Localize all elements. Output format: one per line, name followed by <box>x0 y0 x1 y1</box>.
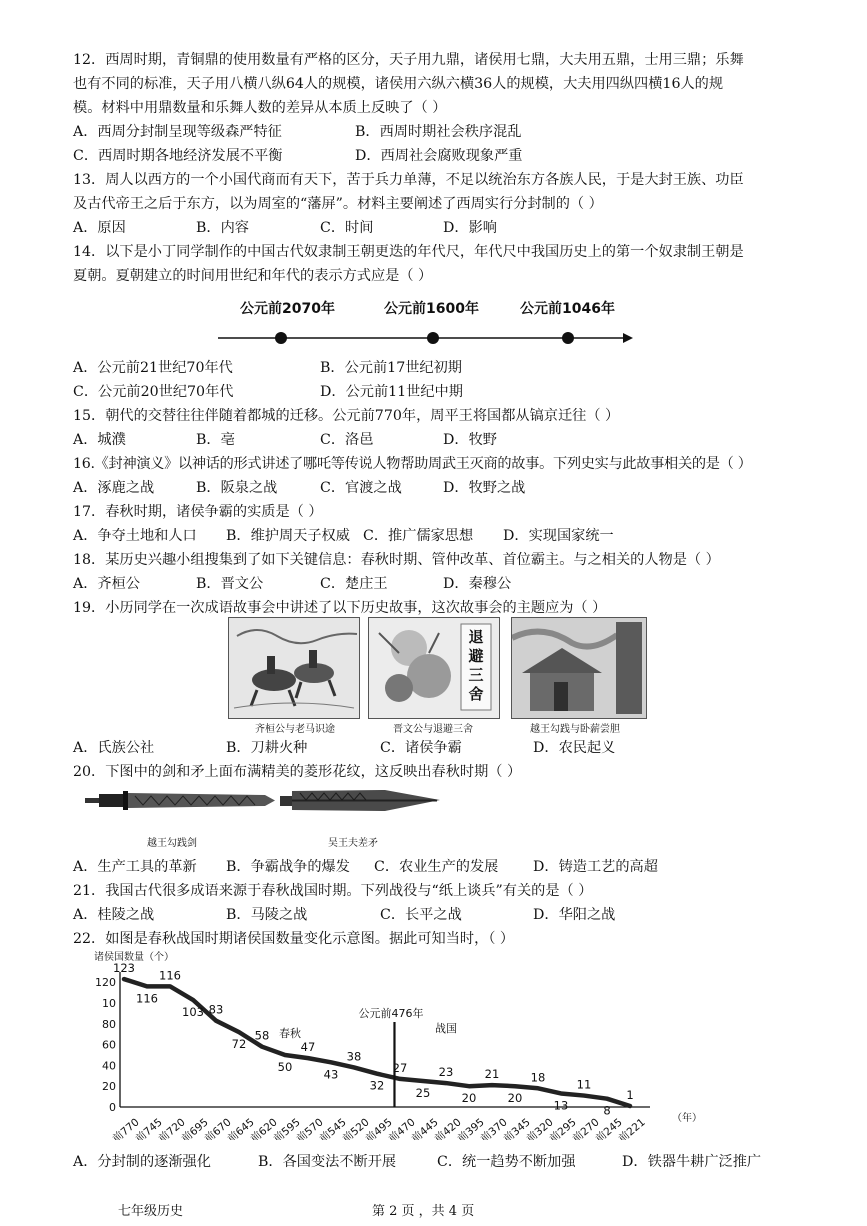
x-tick-label: 前221 <box>616 1116 648 1140</box>
timeline-dot-shang <box>427 332 439 344</box>
q18-stem-line1: 18．某历史兴趣小组搜集到了如下关键信息：春秋时期、管仲改革、首位霸主。与之相关的人物是（ ） <box>73 552 720 568</box>
timeline-label-shang: 公元前1600年 <box>384 301 479 317</box>
q22-option-d[interactable]: D．铁器牛耕广泛推广 <box>622 1154 762 1170</box>
q14-option-c[interactable]: C．公元前20世纪70年代 <box>73 384 234 400</box>
data-label: 116 <box>159 968 181 983</box>
footer-page-number: 第 2 页 ，共 4 页 <box>372 1204 475 1219</box>
data-label: 72 <box>231 1037 247 1052</box>
x-tick-label: 前395 <box>455 1116 487 1140</box>
data-label: 50 <box>277 1060 293 1074</box>
q22-stem-line1: 22．如图是春秋战国时期诸侯国数量变化示意图。据此可知当时，（ ） <box>73 931 515 947</box>
weapons-illustration <box>85 788 455 833</box>
q13-stem-line1: 13．周人以西方的一个小国代商而有天下，苦于兵力单薄，不足以统治东方各族人民，于是大封王族、功臣 <box>73 172 744 188</box>
q12-option-b[interactable]: B．西周时期社会秩序混乱 <box>355 124 522 140</box>
q22-option-b[interactable]: B．各国变法不断开展 <box>258 1154 397 1170</box>
q16-option-d[interactable]: D．牧野之战 <box>443 480 526 496</box>
q19-option-d[interactable]: D．农民起义 <box>533 740 616 756</box>
x-tick-label: 前645 <box>225 1116 257 1140</box>
q14-option-b[interactable]: B．公元前17世纪初期 <box>320 360 462 376</box>
retreat-picture-text: 退避三舍 <box>468 628 484 703</box>
q17-stem-line1: 17．春秋时期，诸侯争霸的实质是（ ） <box>73 504 323 520</box>
q15-option-c[interactable]: C．洛邑 <box>320 432 374 448</box>
x-tick-label: 前270 <box>570 1116 602 1140</box>
q21-option-d[interactable]: D．华阳之战 <box>533 907 616 923</box>
q12-stem-line1: 12．西周时期，青铜鼎的使用数量有严格的区分，天子用九鼎，诸侯用七鼎，大夫用五鼎，士用三鼎；乐舞 <box>73 52 744 68</box>
x-tick-label: 前620 <box>248 1116 280 1140</box>
data-label: 13 <box>553 1098 569 1113</box>
q13-option-a[interactable]: A．原因 <box>73 220 126 236</box>
x-tick-label: 前745 <box>133 1116 165 1140</box>
sword-caption: 越王勾践剑 <box>147 838 197 849</box>
q18-option-d[interactable]: D．秦穆公 <box>443 576 512 592</box>
data-label: 47 <box>300 1040 316 1055</box>
chart-y-axis-title: 诸侯国数量（个） <box>94 952 174 963</box>
q17-option-c[interactable]: C．推广儒家思想 <box>363 528 474 544</box>
y-tick-label: 10 <box>102 997 116 1010</box>
x-tick-label: 前495 <box>363 1116 395 1140</box>
data-label: 83 <box>208 1002 224 1017</box>
x-tick-label: 前595 <box>271 1116 303 1140</box>
q16-option-c[interactable]: C．官渡之战 <box>320 480 402 496</box>
y-tick-label: 0 <box>109 1101 116 1114</box>
chart-x-axis-unit: （年） <box>672 1113 702 1124</box>
q20-option-b[interactable]: B．争霸战争的爆发 <box>226 859 350 875</box>
q14-stem-line1: 14．以下是小丁同学制作的中国古代奴隶制王朝更迭的年代尺，年代尺中我国历史上的第一个奴隶制王朝是 <box>73 244 744 260</box>
x-tick-label: 前720 <box>156 1116 188 1140</box>
annotation-spring-autumn: 春秋 <box>279 1027 301 1040</box>
q18-option-b[interactable]: B．晋文公 <box>196 576 264 592</box>
q20-option-c[interactable]: C．农业生产的发展 <box>374 859 499 875</box>
idiom-pictures <box>225 617 650 737</box>
data-label: 116 <box>136 991 158 1006</box>
footer-subject: 七年级历史 <box>118 1204 184 1219</box>
data-label: 58 <box>254 1028 270 1043</box>
q13-option-c[interactable]: C．时间 <box>320 220 374 236</box>
q13-option-d[interactable]: D．影响 <box>443 220 497 236</box>
y-tick-label: 60 <box>102 1038 116 1052</box>
data-label: 27 <box>392 1060 408 1075</box>
q21-option-c[interactable]: C．长平之战 <box>380 907 462 923</box>
q14-option-a[interactable]: A．公元前21世纪70年代 <box>73 360 233 376</box>
dynasty-timeline <box>218 298 638 348</box>
q20-stem-line1: 20．下图中的剑和矛上面布满精美的菱形花纹，这反映出春秋时期（ ） <box>73 764 522 780</box>
q19-option-b[interactable]: B．刀耕火种 <box>226 740 308 756</box>
y-tick-label: 120 <box>95 976 116 990</box>
q15-option-a[interactable]: A．城濮 <box>73 432 126 448</box>
horse-riders-illustration <box>229 618 359 718</box>
picture-caption-2: 晋文公与退避三舍 <box>393 724 473 735</box>
y-tick-label: 40 <box>102 1059 116 1073</box>
q20-option-d[interactable]: D．铸造工艺的高超 <box>533 859 658 875</box>
weapons-figure <box>85 788 455 853</box>
x-tick-label: 前670 <box>202 1116 234 1140</box>
x-tick-label: 前295 <box>547 1116 579 1140</box>
timeline-dot-xia <box>275 332 287 344</box>
sword-shape <box>85 791 275 810</box>
q15-option-b[interactable]: B．亳 <box>196 432 235 448</box>
x-tick-label: 前770 <box>110 1116 142 1140</box>
timeline-label-zhou: 公元前1046年 <box>520 301 615 317</box>
y-tick-label: 20 <box>102 1080 116 1094</box>
q22-option-a[interactable]: A．分封制的逐渐强化 <box>73 1154 211 1170</box>
timeline-label-xia: 公元前2070年 <box>240 301 335 317</box>
q17-option-a[interactable]: A．争夺土地和人口 <box>73 528 197 544</box>
data-label: 32 <box>369 1078 385 1093</box>
q16-option-a[interactable]: A．涿鹿之战 <box>73 480 155 496</box>
data-label: 20 <box>461 1091 477 1106</box>
q22-option-c[interactable]: C．统一趋势不断加强 <box>437 1154 576 1170</box>
q21-stem-line1: 21．我国古代很多成语来源于春秋战国时期。下列战役与“纸上谈兵”有关的是（ ） <box>73 883 593 899</box>
x-tick-label: 前345 <box>501 1116 533 1140</box>
x-tick-label: 前245 <box>593 1116 625 1140</box>
x-tick-label: 前695 <box>179 1116 211 1140</box>
q16-option-b[interactable]: B．阪泉之战 <box>196 480 278 496</box>
x-tick-label: 前545 <box>317 1116 349 1140</box>
x-tick-label: 前470 <box>386 1116 418 1140</box>
x-tick-label: 前370 <box>478 1116 510 1140</box>
q12-option-c[interactable]: C．西周时期各地经济发展不平衡 <box>73 148 283 164</box>
data-label: 23 <box>438 1065 454 1080</box>
q15-stem-line1: 15．朝代的交替往往伴随着都城的迁移。公元前770年，周平王将国都从镐京迁往（ ） <box>73 408 620 424</box>
y-tick-label: 80 <box>102 1017 116 1031</box>
x-tick-label: 前570 <box>294 1116 326 1140</box>
picture-retreat-three <box>368 617 500 719</box>
q12-option-d[interactable]: D．西周社会腐败现象严重 <box>355 148 523 164</box>
q17-option-b[interactable]: B．维护周天子权威 <box>226 528 350 544</box>
q18-option-c[interactable]: C．楚庄王 <box>320 576 388 592</box>
data-label: 25 <box>415 1086 431 1100</box>
q16-stem-line1: 16.《封神演义》以神话的形式讲述了哪吒等传说人物帮助周武王灭商的故事。下列史实与此故事相关的是（ ） <box>73 456 752 472</box>
q21-option-a[interactable]: A．桂陵之战 <box>73 907 155 923</box>
picture-gouijan-hut <box>511 617 647 719</box>
q20-option-a[interactable]: A．生产工具的革新 <box>73 859 197 875</box>
q15-option-d[interactable]: D．牧野 <box>443 432 497 448</box>
q19-stem-line1: 19．小历同学在一次成语故事会中讲述了以下历史故事，这次故事会的主题应为（ ） <box>73 600 607 616</box>
q13-stem-line2: 及古代帝王之后于东方，以为周室的“藩屏”。材料主要阐述了西周实行分封制的（ ） <box>73 196 603 212</box>
q17-option-d[interactable]: D．实现国家统一 <box>503 528 614 544</box>
q13-option-b[interactable]: B．内容 <box>196 220 249 236</box>
data-label: 20 <box>507 1091 523 1106</box>
data-label: 18 <box>530 1070 546 1085</box>
q12-stem-line2: 也有不同的标准，天子用八横八纵64人的规模，诸侯用六纵六横36人的规模，大夫用四纵四横16人的规 <box>73 76 724 92</box>
picture-horse-riders <box>228 617 360 719</box>
chart-svg <box>72 950 712 1140</box>
picture-caption-1: 齐桓公与老马识途 <box>255 724 335 735</box>
q19-option-c[interactable]: C．诸侯争霸 <box>380 740 462 756</box>
q19-option-a[interactable]: A．氏族公社 <box>73 740 155 756</box>
hut-illustration <box>512 618 646 718</box>
q18-option-a[interactable]: A．齐桓公 <box>73 576 140 592</box>
x-tick-label: 前445 <box>409 1116 441 1140</box>
x-tick-label: 前520 <box>340 1116 372 1140</box>
q14-option-d[interactable]: D．公元前11世纪中期 <box>320 384 463 400</box>
data-label: 11 <box>576 1077 592 1092</box>
data-label: 43 <box>323 1067 339 1082</box>
timeline-axis <box>218 298 638 348</box>
data-label: 8 <box>603 1103 611 1118</box>
data-label: 123 <box>113 961 135 976</box>
picture-caption-3: 越王勾践与卧薪尝胆 <box>530 724 620 735</box>
spear-shape <box>280 790 440 811</box>
spear-caption: 吴王夫差矛 <box>328 838 378 849</box>
data-label: 103 <box>182 1004 204 1019</box>
annotation-warring-states: 战国 <box>435 1022 457 1035</box>
x-tick-label: 前420 <box>432 1116 464 1140</box>
annotation-476bc: 公元前476年 <box>358 1007 424 1020</box>
q21-option-b[interactable]: B．马陵之战 <box>226 907 308 923</box>
q12-stem-line3: 模。材料中用鼎数量和乐舞人数的差异从本质上反映了（ ） <box>73 100 447 116</box>
timeline-dot-zhou <box>562 332 574 344</box>
q12-option-a[interactable]: A．西周分封制呈现等级森严特征 <box>73 124 282 140</box>
x-tick-label: 前320 <box>524 1116 556 1140</box>
data-label: 38 <box>346 1049 362 1064</box>
q14-stem-line2: 夏朝。夏朝建立的时间用世纪和年代的表示方式应是（ ） <box>73 268 433 284</box>
vassal-state-count-chart <box>72 950 712 1140</box>
data-label: 1 <box>626 1087 634 1102</box>
data-label: 21 <box>484 1067 500 1082</box>
